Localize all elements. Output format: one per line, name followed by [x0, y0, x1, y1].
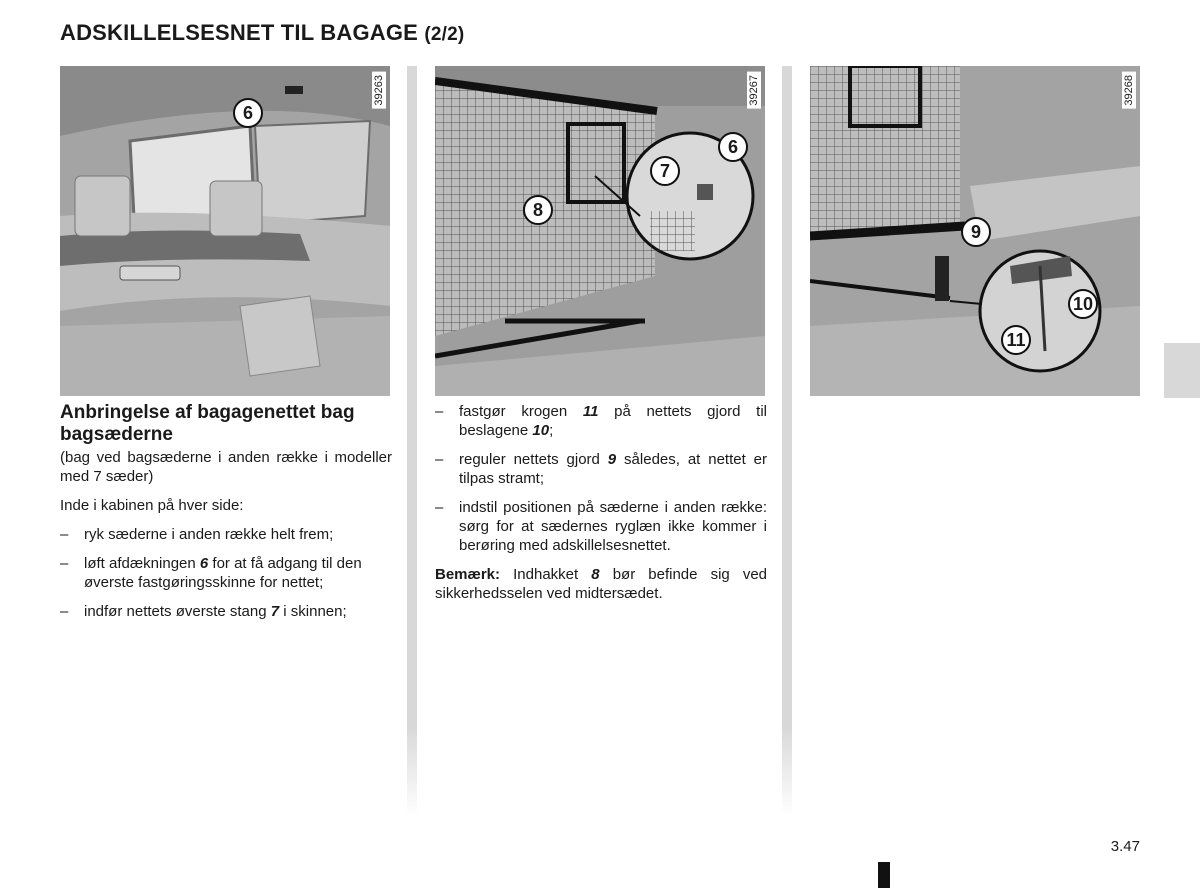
figure-3-code: 39268: [1122, 72, 1136, 109]
figure-2-illustration: [435, 66, 765, 396]
chapter-tab: [1164, 343, 1200, 398]
dash-marker: –: [60, 526, 69, 543]
list-item-text: således, at nettet er tilpas stramt;: [459, 451, 767, 487]
subnote: (bag ved bagsæderne i anden række i modeller med 7 sæder): [60, 449, 392, 485]
figure-2-code: 39267: [747, 72, 761, 109]
reference-number: 8: [591, 566, 600, 583]
note-label: Bemærk:: [435, 566, 501, 583]
dash-marker: –: [435, 403, 444, 420]
callout-11: 11: [1001, 325, 1031, 355]
figure-1-code: 39263: [372, 72, 386, 109]
list-item: [60, 554, 392, 592]
column-divider-right: [782, 66, 792, 816]
dash-marker: –: [60, 603, 69, 620]
callout-6: 6: [233, 98, 263, 128]
reference-number: 11: [582, 403, 599, 420]
list-item-text: for at få adgang til den øverste fastgøringsskinne for nettet;: [84, 555, 362, 591]
list-item-text: fastgør krogen: [459, 403, 568, 420]
column-1-text: [60, 448, 392, 631]
page-title-text: ADSKILLELSESNET TIL BAGAGE: [60, 20, 419, 45]
page-title-suffix: (2/2): [424, 24, 465, 45]
dash-marker: –: [435, 451, 444, 468]
reference-number: 9: [607, 451, 617, 468]
list-item: [435, 498, 767, 555]
page-title: [60, 20, 464, 46]
callout-8: 8: [523, 195, 553, 225]
crop-mark: [878, 862, 890, 888]
list-item-text: ;: [549, 422, 554, 439]
callout-7: 7: [650, 156, 680, 186]
list-item-text: i skinnen;: [283, 603, 347, 620]
reference-number: 6: [199, 555, 209, 572]
list-item: [435, 450, 767, 488]
list-item-text: indfør nettets øverste stang: [84, 603, 267, 620]
list-item: [435, 402, 767, 440]
list-item-text: indstil positionen på sæderne i anden række: sørg for at sædernes ryglæn ikke kommer i berøring med adskillelsesnettet.: [459, 499, 767, 554]
reference-number: 7: [270, 603, 280, 620]
dash-marker: –: [435, 499, 444, 516]
figure-2-net-installation: [435, 66, 765, 396]
list-item-text: løft afdækningen: [84, 555, 196, 572]
note-paragraph: [435, 565, 767, 603]
list-item: [60, 602, 392, 621]
note-text: Indhakket: [513, 566, 579, 583]
list-item: [60, 525, 392, 544]
callout-9: 9: [961, 217, 991, 247]
section-heading: Anbringelse af bagagenettet bag bagsæderne: [60, 402, 355, 445]
note-text: bør befinde sig ved sikkerhedsselen ved midtersædet.: [435, 566, 768, 602]
list-item-text: reguler nettets gjord: [459, 451, 600, 468]
list-item-text: på nettets gjord til beslagene: [459, 403, 768, 439]
page-number: 3.47: [1110, 838, 1140, 855]
callout-6: 6: [718, 132, 748, 162]
intro-text: Inde i kabinen på hver side:: [60, 497, 244, 514]
figure-1-cargo-area: [60, 66, 390, 396]
list-item-text: ryk sæderne i anden række helt frem;: [84, 526, 334, 543]
column-divider-left: [407, 66, 417, 816]
callout-10: 10: [1068, 289, 1098, 319]
dash-marker: –: [60, 555, 69, 572]
figure-3-strap-hook: [810, 66, 1140, 396]
figure-1-illustration: [60, 66, 390, 396]
column-2-text: [435, 402, 767, 613]
reference-number: 10: [532, 422, 550, 439]
